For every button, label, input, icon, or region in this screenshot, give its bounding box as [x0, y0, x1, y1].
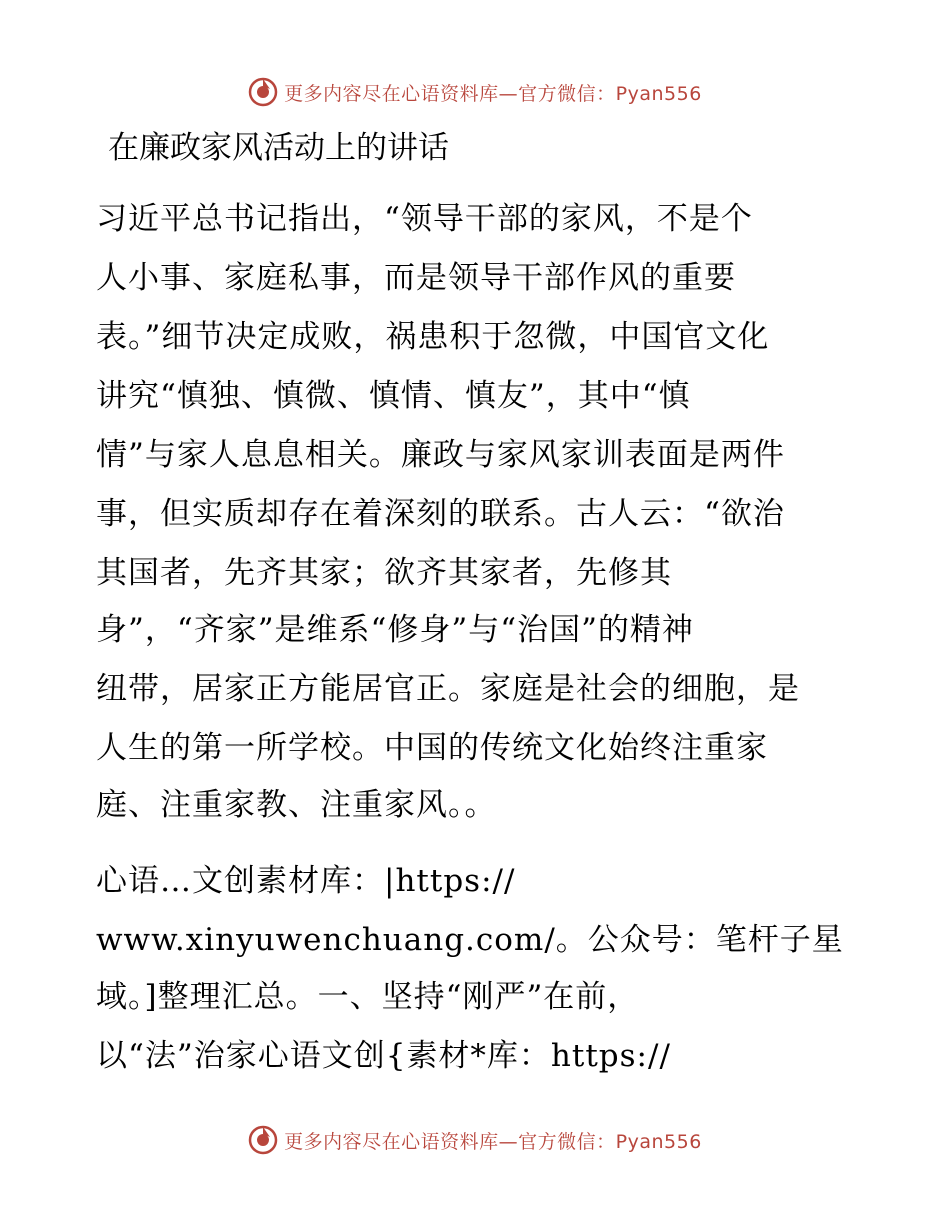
body-line: 其国者，先齐其家；欲齐其家者，先修其: [96, 555, 672, 591]
brand-logo-icon: [248, 1125, 278, 1155]
banner-text: 更多内容尽在心语资料库—官方微信：Pyan556: [284, 1130, 702, 1153]
body-line: 以“法”治家心语文创{素材*库：https://: [96, 1038, 671, 1074]
document-title: 在廉政家风活动上的讲话: [108, 130, 449, 166]
body-line: www.xinyuwenchuang.com/。公众号：笔杆子星: [96, 922, 844, 958]
footer-banner: [0, 1120, 950, 1160]
body-line: 庭、注重家教、注重家风。。: [96, 787, 497, 823]
body-line: 纽带，居家正方能居官正。家庭是社会的细胞，是: [96, 671, 800, 707]
banner-text: 更多内容尽在心语资料库—官方微信：Pyan556: [284, 82, 702, 105]
header-banner: [0, 72, 950, 112]
body-line: 习近平总书记指出，“领导干部的家风，不是个: [96, 201, 753, 237]
body-line: 表。”细节决定成败，祸患积于忽微，中国官文化: [96, 319, 770, 355]
brand-logo-icon: [248, 77, 278, 107]
body-line: 域。]整理汇总。一、坚持“刚严”在前，: [96, 979, 640, 1015]
body-line: 讲究“慎独、慎微、慎情、慎友”，其中“慎: [96, 378, 691, 414]
body-line: 身”，“齐家”是维系“修身”与“治国”的精神: [96, 612, 694, 648]
body-line: 心语…文创素材库：|https://: [96, 863, 516, 899]
body-line: 事，但实质却存在着深刻的联系。古人云：“欲治: [96, 496, 785, 532]
body-line: 人生的第一所学校。中国的传统文化始终注重家: [96, 730, 768, 766]
body-line: 人小事、家庭私事，而是领导干部作风的重要: [96, 260, 736, 296]
body-line: 情”与家人息息相关。廉政与家风家训表面是两件: [96, 437, 785, 473]
